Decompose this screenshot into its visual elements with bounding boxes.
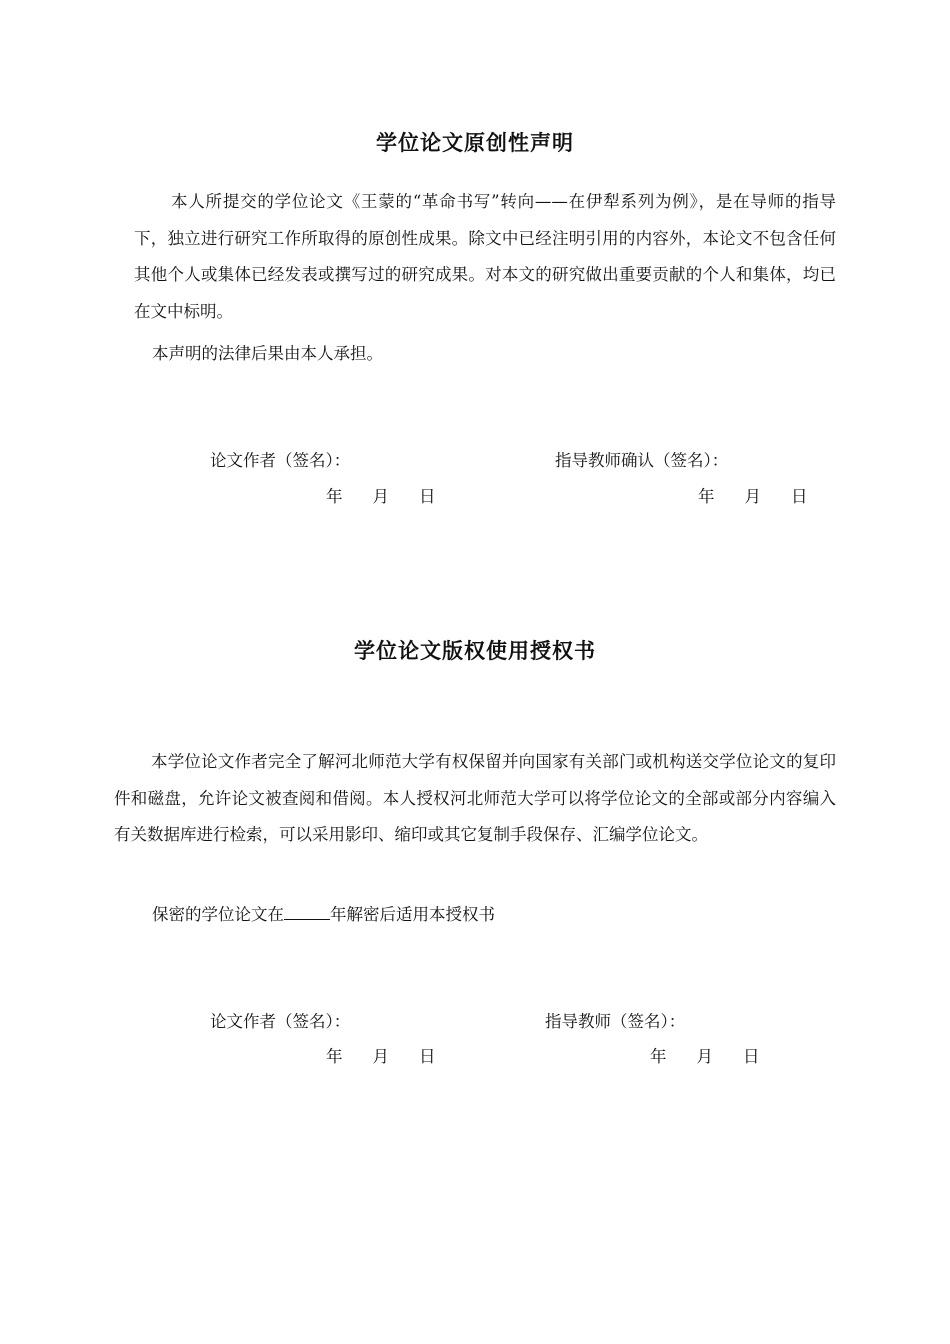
copyright-body-text: 本学位论文作者完全了解河北师范大学有权保留并向国家有关部门或机构送交学位论文的复印件和磁盘，允许论文被查阅和借阅。本人授权河北师范大学可以将学位论文的全部或部分内容编入有关数据库进行检索，可以采用影印、缩印或其它复制手段保存、汇编学位论文。	[114, 752, 836, 844]
author-date-row	[326, 1043, 436, 1067]
year-label: 年	[326, 1047, 343, 1066]
secrecy-statement	[152, 901, 495, 925]
month-label: 月	[744, 487, 761, 506]
secrecy-prefix: 保密的学位论文在	[152, 905, 284, 924]
secrecy-suffix: 年解密后适用本授权书	[330, 905, 495, 924]
years-blank	[284, 905, 330, 920]
advisor-date-row	[698, 483, 808, 507]
liability-statement: 本声明的法律后果由本人承担。	[152, 344, 383, 363]
day-label: 日	[743, 1047, 760, 1066]
advisor-signature-label: 指导教师确认（签名）：	[555, 451, 729, 470]
originality-title: 学位论文原创性声明	[376, 131, 574, 155]
day-label: 日	[419, 1047, 436, 1066]
year-label: 年	[326, 487, 343, 506]
author-signature-label: 论文作者（签名）：	[210, 451, 351, 470]
originality-body	[134, 184, 836, 330]
month-label: 月	[372, 487, 389, 506]
day-label: 日	[791, 487, 808, 506]
year-label: 年	[698, 487, 715, 506]
month-label: 月	[372, 1047, 389, 1066]
year-label: 年	[650, 1047, 667, 1066]
copyright-title: 学位论文版权使用授权书	[354, 639, 596, 663]
author-signature-label: 论文作者（签名）：	[210, 1012, 351, 1031]
day-label: 日	[419, 487, 436, 506]
advisor-date-row	[650, 1043, 760, 1067]
month-label: 月	[696, 1047, 713, 1066]
originality-body-text: 本人所提交的学位论文《王蒙的“革命书写”转向——在伊犁系列为例》，是在导师的指导下，独立进行研究工作所取得的原创性成果。除文中已经注明引用的内容外，本论文不包含任何其他个人或集体已经发表或撰写过的研究成果。对本文的研究做出重要贡献的个人和集体，均已在文中标明。	[134, 192, 836, 321]
author-date-row	[326, 483, 436, 507]
advisor-signature-label: 指导教师（签名）：	[545, 1012, 686, 1031]
copyright-body	[114, 744, 836, 854]
